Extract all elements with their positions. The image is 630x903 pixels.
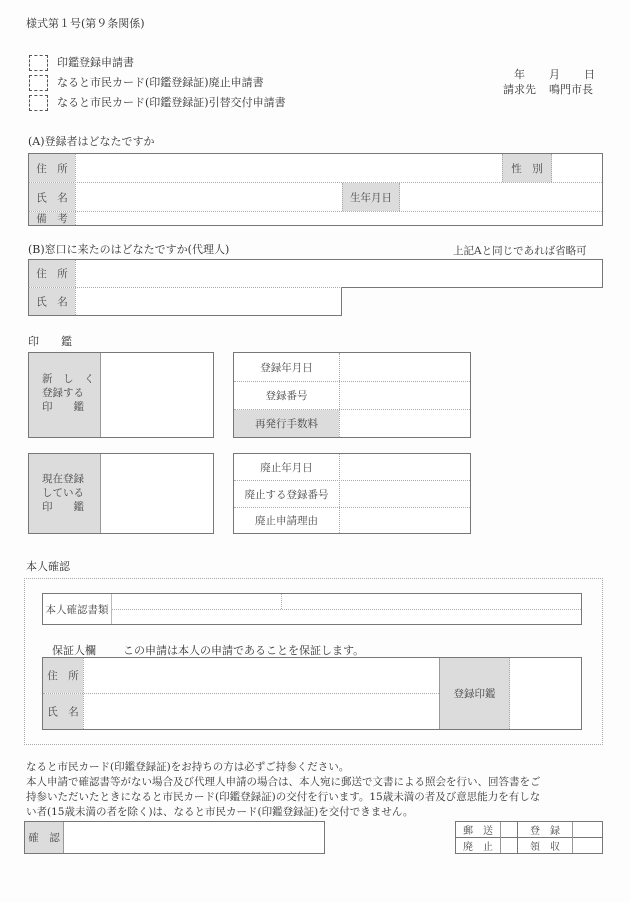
section-a-name-label: 氏 名 xyxy=(29,183,75,211)
seal-title: 印 鑑 xyxy=(28,335,72,348)
section-b-name-row xyxy=(28,287,342,316)
new-seal-info-table xyxy=(233,352,471,438)
abolished-number-input[interactable] xyxy=(340,481,470,507)
current-seal-info-table xyxy=(233,453,471,534)
label-seal-registration: 印鑑登録申請書 xyxy=(57,56,134,69)
registration-date-label: 登録年月日 xyxy=(260,361,313,374)
reissue-fee-input[interactable] xyxy=(340,410,470,437)
section-a-name-input[interactable] xyxy=(76,183,341,211)
office-mail-label: 郵 送 xyxy=(463,826,493,837)
current-seal-label-cell: 現在登録 している 印 鑑 xyxy=(29,454,101,533)
guarantor-address-input[interactable] xyxy=(84,658,439,693)
section-a-birthdate-input[interactable] xyxy=(401,183,601,211)
date-day-label: 日 xyxy=(584,68,595,81)
reissue-fee-label: 再発行手数料 xyxy=(234,410,339,437)
guarantor-name-label: 氏 名 xyxy=(43,694,83,729)
recipient-label: 請求先 xyxy=(503,83,536,96)
section-a-gender-input[interactable] xyxy=(553,154,602,182)
guarantor-name-input[interactable] xyxy=(84,694,439,729)
section-a-remarks-label: 備 考 xyxy=(29,212,75,225)
checkbox-card-abolition[interactable] xyxy=(29,75,48,91)
abolition-date-label: 廃止年月日 xyxy=(260,461,313,474)
date-year-label: 年 xyxy=(514,68,525,81)
recipient-name: 鳴門市長 xyxy=(549,83,593,96)
identity-document-2-input[interactable] xyxy=(282,594,581,609)
office-abolish-label: 廃 止 xyxy=(463,842,493,853)
registered-seal-label: 登録印鑑 xyxy=(439,658,510,729)
section-b-name-label: 氏 名 xyxy=(29,288,75,315)
new-seal-stamp-area[interactable] xyxy=(102,353,213,437)
confirm-label: 確 認 xyxy=(25,822,64,853)
guarantor-statement: この申請は本人の申請であることを保証します。 xyxy=(123,644,365,657)
identity-document-1-input[interactable] xyxy=(112,594,281,609)
note-line-1: なると市民カード(印鑑登録証)をお持ちの方は必ずご持参ください。 xyxy=(26,761,350,773)
guarantor-title: 保証人欄 xyxy=(52,644,96,657)
confirm-box xyxy=(24,821,325,854)
section-a-address-input[interactable] xyxy=(76,154,526,182)
date-month-label: 月 xyxy=(549,68,560,81)
office-use-table xyxy=(455,821,603,854)
new-seal-box xyxy=(28,352,214,438)
abolition-reason-label: 廃止申請理由 xyxy=(255,515,318,527)
note-line-2: 本人申請で確認書等がない場合及び代理人申請の場合は、本人宛に郵送で文書による照会を行い、回答書をご xyxy=(26,776,541,788)
label-card-abolition: なると市民カード(印鑑登録証)廃止申請書 xyxy=(57,76,264,89)
identity-documents-table xyxy=(42,593,582,625)
section-a-address-label: 住 所 xyxy=(29,154,75,182)
office-mail-check[interactable] xyxy=(501,822,517,837)
office-register-label: 登 録 xyxy=(530,826,560,837)
section-a-gender-label: 性 別 xyxy=(502,154,552,182)
section-b-name-input[interactable] xyxy=(76,288,340,315)
section-b-address-row xyxy=(28,259,603,288)
section-a-title: (A)登録者はどなたですか xyxy=(28,135,155,148)
section-b-address-input[interactable] xyxy=(76,260,601,287)
checkbox-seal-registration[interactable] xyxy=(29,55,48,71)
abolition-date-input[interactable] xyxy=(340,454,470,480)
registration-number-label: 登録番号 xyxy=(265,390,308,402)
section-b-omit-note: 上記Aと同じであれば省略可 xyxy=(453,245,587,257)
office-receipt-check[interactable] xyxy=(573,838,602,853)
confirm-input[interactable] xyxy=(65,822,324,853)
registration-date-input[interactable] xyxy=(340,353,470,381)
current-seal-box xyxy=(28,453,214,534)
identity-title: 本人確認 xyxy=(26,560,70,573)
current-seal-stamp-area[interactable] xyxy=(102,454,213,533)
section-a-table xyxy=(28,153,603,226)
note-line-4: い者(15歳未満の者を除く)は、なると市民カード(印鑑登録証)を交付できません。 xyxy=(26,806,414,818)
office-register-check[interactable] xyxy=(573,822,602,837)
section-b-title: (B)窓口に来たのはどなたですか(代理人) xyxy=(28,243,230,256)
abolished-number-label: 廃止する登録番号 xyxy=(244,488,329,501)
new-seal-label-cell: 新 し く 登録する 印 鑑 xyxy=(29,353,101,437)
identity-documents-label: 本人確認書類 xyxy=(45,603,109,616)
registered-seal-stamp-area[interactable] xyxy=(511,658,581,729)
label-card-reissue: なると市民カード(印鑑登録証)引替交付申請書 xyxy=(57,96,286,109)
note-line-3: 持参いただいたときになると市民カード(印鑑登録証)の交付を行います。15歳未満の者及び意思能力を有しな xyxy=(26,791,541,803)
checkbox-card-reissue[interactable] xyxy=(29,95,48,111)
office-receipt-label: 領 収 xyxy=(530,842,560,853)
identity-document-3-input[interactable] xyxy=(112,610,581,624)
form-number: 様式第１号(第９条関係) xyxy=(26,17,145,30)
office-abolish-check[interactable] xyxy=(501,838,517,853)
abolition-reason-input[interactable] xyxy=(340,508,470,533)
section-a-remarks-input[interactable] xyxy=(76,212,601,225)
section-a-birthdate-label: 生年月日 xyxy=(342,183,400,211)
guarantor-address-label: 住 所 xyxy=(43,658,83,693)
registration-number-input[interactable] xyxy=(340,382,470,409)
section-b-address-label: 住 所 xyxy=(29,260,75,287)
guarantor-table xyxy=(42,657,582,730)
